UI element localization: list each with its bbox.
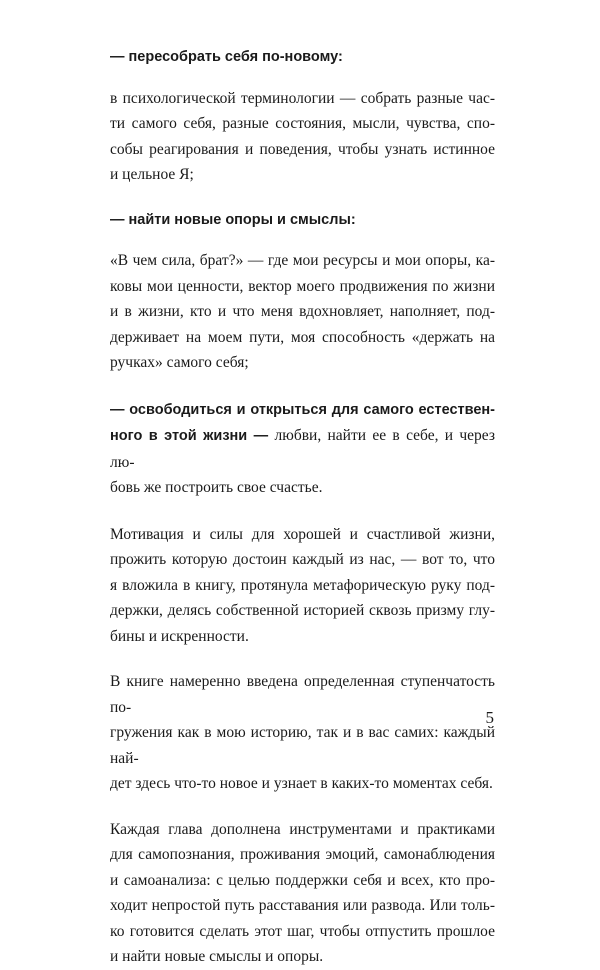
paragraph-chapters: [110, 817, 495, 970]
text-line: для самопознания, проживания эмоций, самонаблюдения: [110, 846, 495, 863]
paragraph-motivation: [110, 522, 495, 650]
text-line: и найти новые смыслы и опоры.: [110, 948, 324, 965]
text-line: ручках» самого себя;: [110, 354, 249, 371]
paragraph-rebuild-self: [110, 86, 495, 188]
text-line: В книге намеренно введена определенная ступенчатость по-: [110, 673, 495, 716]
text-line: Мотивация и силы для хорошей и счастливой жизни,: [110, 525, 495, 543]
text-line: Каждая глава дополнена инструментами и практиками: [110, 820, 495, 838]
text-line: держки, делясь собственной историей сквозь призму глу-: [110, 602, 495, 619]
text-line: ко готовится сделать этот шаг, чтобы отпустить прошлое: [110, 922, 495, 940]
plain-phrase: любви, найти ее в себе, и через лю-: [110, 427, 495, 471]
paragraph-find-supports: [110, 248, 495, 376]
paragraph-immersion: [110, 669, 495, 797]
text-line: в психологической терминологии — собрать разные час-: [110, 89, 495, 107]
text-line: бины и искренности.: [110, 627, 249, 645]
text-line: [110, 397, 495, 424]
text-line: и самоанализа: с целью поддержки себя и всех, кто про-: [110, 871, 495, 889]
text-line: «В чем сила, брат?» — где мои ресурсы и мои опоры, ка-: [110, 252, 495, 269]
text-line: ти самого себя, разные состояния, мысли, чувства, спо-: [110, 115, 495, 132]
text-line: [110, 423, 495, 475]
text-line: и цельное Я;: [110, 166, 194, 183]
text-line: держивает на моем пути, моя способность «держать на: [110, 328, 495, 346]
text-line: гружения как в мою историю, так и в вас самих: каждый най-: [110, 724, 495, 767]
paragraph-open-up: [110, 397, 495, 501]
bold-phrase: ного в этой жизни —: [110, 428, 269, 444]
text-line: собы реагирования и поведения, чтобы узнать истинное: [110, 140, 495, 158]
bold-phrase: — освободиться и открыться для самого естествен-: [110, 401, 495, 418]
text-line: бовь же построить свое счастье.: [110, 479, 323, 496]
page-body: [110, 40, 495, 970]
heading-find-supports: — найти новые опоры и смыслы:: [110, 211, 356, 228]
heading-rebuild-self: — пересобрать себя по-новому:: [110, 49, 343, 65]
text-line: и в жизни, кто и что меня вдохновляет, наполняет, под-: [110, 303, 495, 320]
page-number: 5: [485, 708, 494, 727]
text-line: ходит непростой путь расставания или развода. Или толь-: [110, 897, 495, 914]
text-line: я вложила в книгу, протянула метафорическую руку под-: [110, 576, 495, 594]
text-line: дет здесь что-то новое и узнает в каких-то моментах себя.: [110, 775, 493, 792]
text-line: прожить которую достоин каждый из нас, — вот то, что: [110, 551, 495, 568]
text-line: ковы мои ценности, вектор моего продвижения по жизни: [110, 277, 495, 295]
